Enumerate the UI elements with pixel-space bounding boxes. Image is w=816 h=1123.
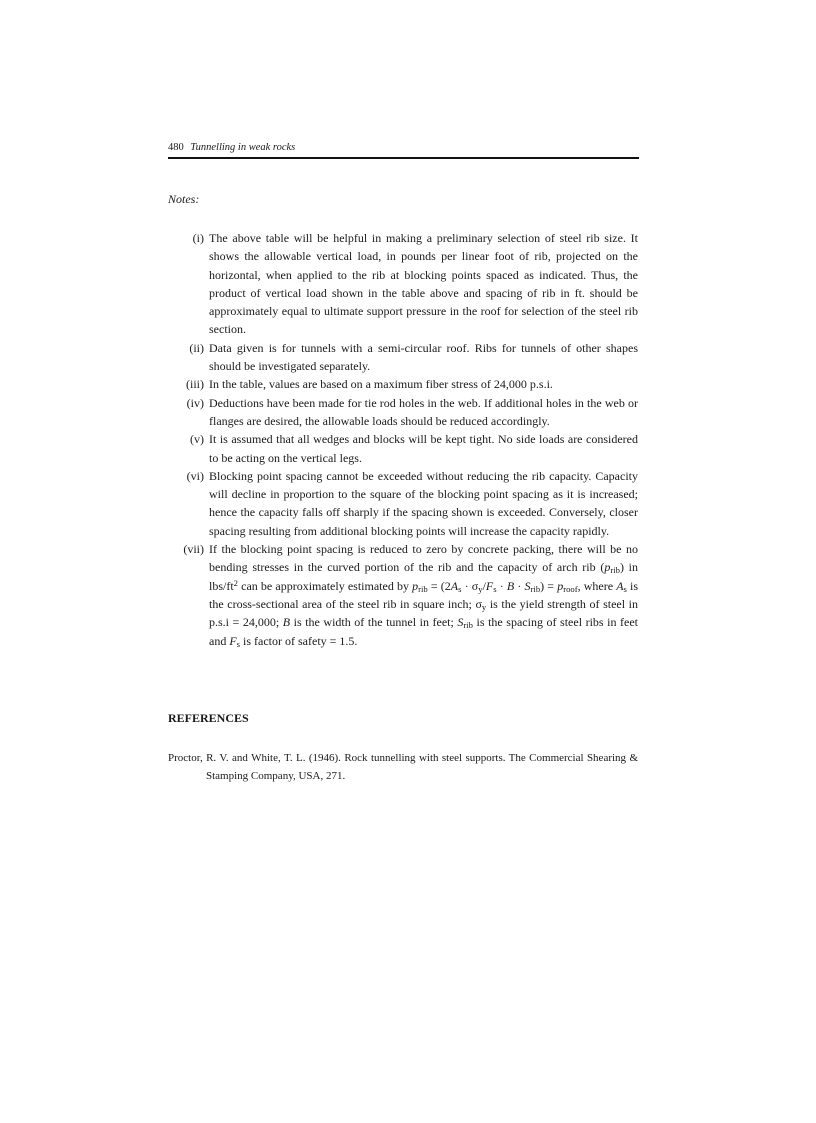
note-item: (v) It is assumed that all wedges and blocks will be kept tight. No side loads are considered to be acting on the vertical legs.	[190, 432, 638, 465]
notes-label: Notes:	[168, 192, 200, 206]
note-item: (iv) Deductions have been made for tie rod holes in the web. If additional holes in the web or flanges are desired, the allowable loads should be reduced accordingly.	[186, 395, 638, 428]
note-item: (i) The above table will be helpful in making a preliminary selection of steel rib size. It shows the allowable vertical load, in pounds per linear foot of rib, projected on the horizontal, when applied to the rib at blocking points spaced as indicated. Thus, the product of vertical load shown in the table above and spacing of rib in ft. should be approximately equal to ultimate support pressure in the roof for selection of the steel rib section.	[192, 231, 638, 337]
header-rule	[168, 157, 639, 159]
page-number: 480	[168, 142, 184, 153]
running-title: Tunnelling in weak rocks	[190, 142, 296, 153]
notes-list	[168, 229, 638, 650]
running-header	[168, 141, 638, 154]
references-heading: REFERENCES	[168, 711, 249, 725]
note-item: (iii) In the table, values are based on a maximum fiber stress of 24,000 p.s.i.	[186, 377, 553, 392]
reference-entry: Proctor, R. V. and White, T. L. (1946). Rock tunnelling with steel supports. The Commercial Shearing & Stamping Company, USA, 271.	[168, 752, 638, 782]
note-item: (vi) Blocking point spacing cannot be exceeded without reducing the rib capacity. Capacity will decline in proportion to the square of the blocking point spacing as it is increased; hence the capacity falls off sharply if the spacing shown is exceeded. Conversely, closer spacing resulting from additional blocking points will increase the capacity rapidly.	[186, 468, 638, 538]
note-item: (ii) Data given is for tunnels with a semi-circular roof. Ribs for tunnels of other shapes should be investigated separately.	[189, 340, 638, 374]
note-item-formula: (vii) If the blocking point spacing is reduced to zero by concrete packing, there will be no bending stresses in the curved portion of the rib and the capacity of arch rib $(p_{rib})$ in lbs/$ft^2$ can be approximately estimated by $p_{rib} = (2A_s \cdot \sigma_y/F_s \cdot B \cdot S_{rib}) = p_{roof}$, where $A_s$ is the cross-sectional area of the steel rib in square inch; $\sigma_y$ is the yield strength of steel in p.s.i = 24,000; B is the width of the tunnel in feet; $S_{rib}$ is the spacing of steel ribs in feet and $F_s$ is factor of safety = 1.5.	[183, 542, 639, 649]
